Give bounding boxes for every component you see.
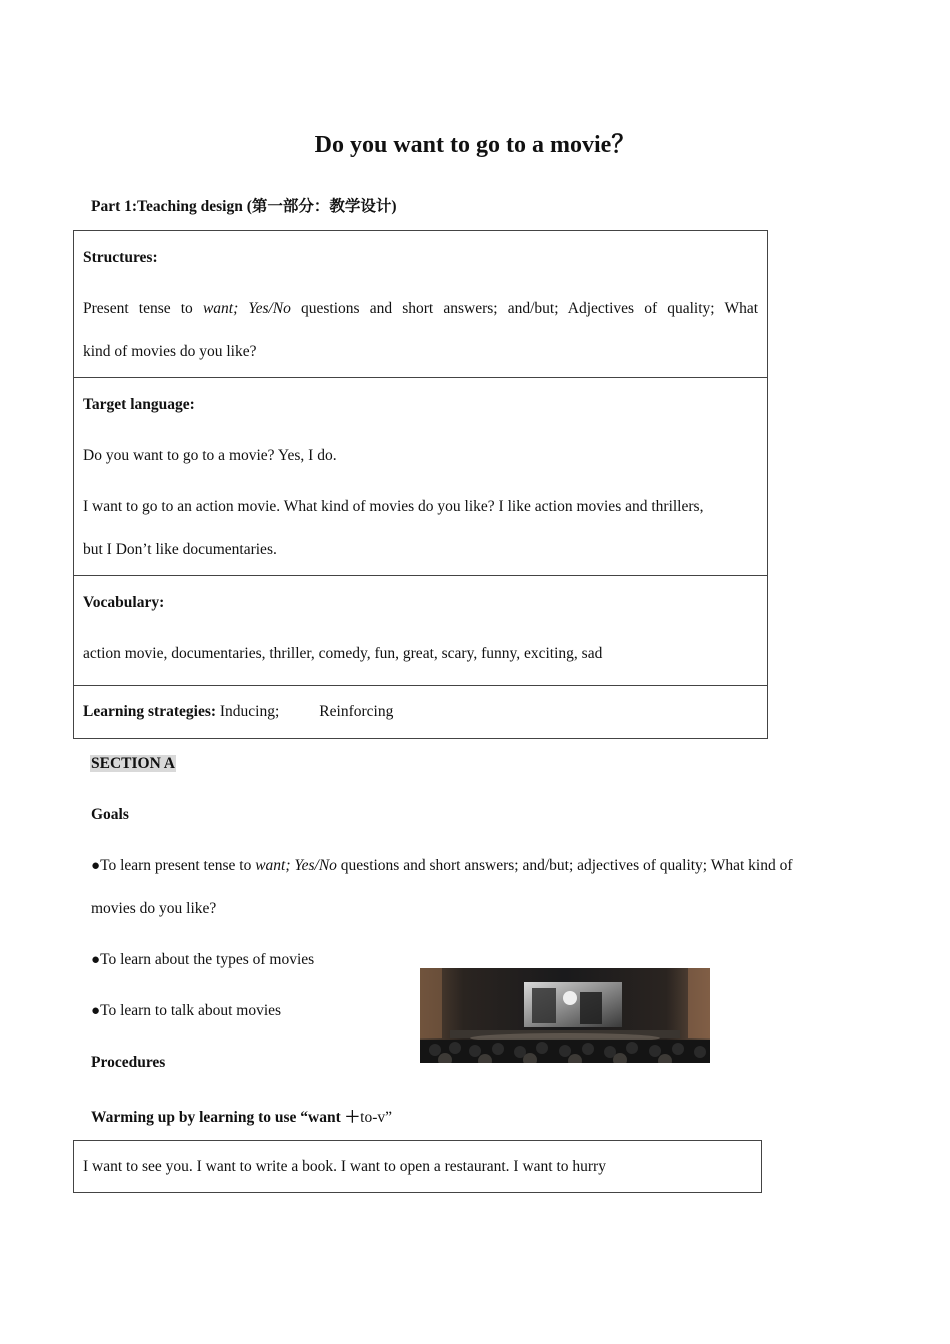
bullet-icon: ● (91, 858, 101, 874)
goal-item-2: ●To learn about the types of movies (91, 951, 315, 968)
target-language-cell (74, 378, 767, 576)
part-heading: Part 1:Teaching design (第一部分：教学设计) (91, 198, 397, 215)
structures-line-2: kind of movies do you like? (83, 343, 257, 360)
target-language-line-2: I want to go to an action movie. What kind of movies do you like? I like action movies and thrillers, (83, 498, 704, 515)
bullet-icon: ● (91, 952, 101, 968)
learning-strategies-line (83, 703, 758, 721)
document-title: Do you want to go to a movie？ (314, 132, 636, 158)
vocabulary-label: Vocabulary: (83, 594, 165, 611)
goal-item-1-continued: movies do you like? (91, 900, 217, 917)
structures-label: Structures: (83, 249, 158, 266)
learning-strategy-reinforcing: Reinforcing (319, 703, 394, 720)
example-sentences-box (73, 1140, 762, 1193)
procedures-heading: Procedures (91, 1054, 166, 1071)
movie-theater-illustration (420, 968, 710, 1063)
structures-line-1: Present tense to want; Yes/No questions and short answers; and/but; Adjectives of quality; What (83, 300, 759, 317)
teaching-design-table (73, 230, 768, 739)
warming-up-heading: Warming up by learning to use “want ＋to-v” (91, 1109, 392, 1126)
learning-strategies-cell (74, 686, 767, 738)
example-sentences: I want to see you. I want to write a book. I want to open a restaurant. I want to hurry (83, 1158, 606, 1175)
goal-item-1: ●To learn present tense to want; Yes/No questions and short answers; and/but; adjectives of quality; What kind of (91, 857, 793, 874)
target-language-line-1: Do you want to go to a movie? Yes, I do. (83, 447, 337, 464)
bullet-icon: ● (91, 1003, 101, 1019)
structures-italic: want; Yes/No (202, 300, 291, 317)
learning-strategy-inducing: Inducing; (216, 703, 280, 720)
vocabulary-words: action movie, documentaries, thriller, comedy, fun, great, scary, funny, exciting, sad (83, 645, 603, 662)
structures-cell (74, 231, 767, 378)
section-a-label: SECTION A (91, 755, 175, 772)
vocabulary-cell (74, 576, 767, 686)
goals-heading: Goals (91, 806, 129, 823)
goal-item-3: ●To learn to talk about movies (91, 1002, 282, 1019)
target-language-label: Target language: (83, 396, 195, 413)
learning-strategies-label: Learning strategies: (83, 703, 217, 720)
movie-theater-photo (420, 968, 710, 1063)
target-language-line-3: but I Don’t like documentaries. (83, 541, 277, 558)
